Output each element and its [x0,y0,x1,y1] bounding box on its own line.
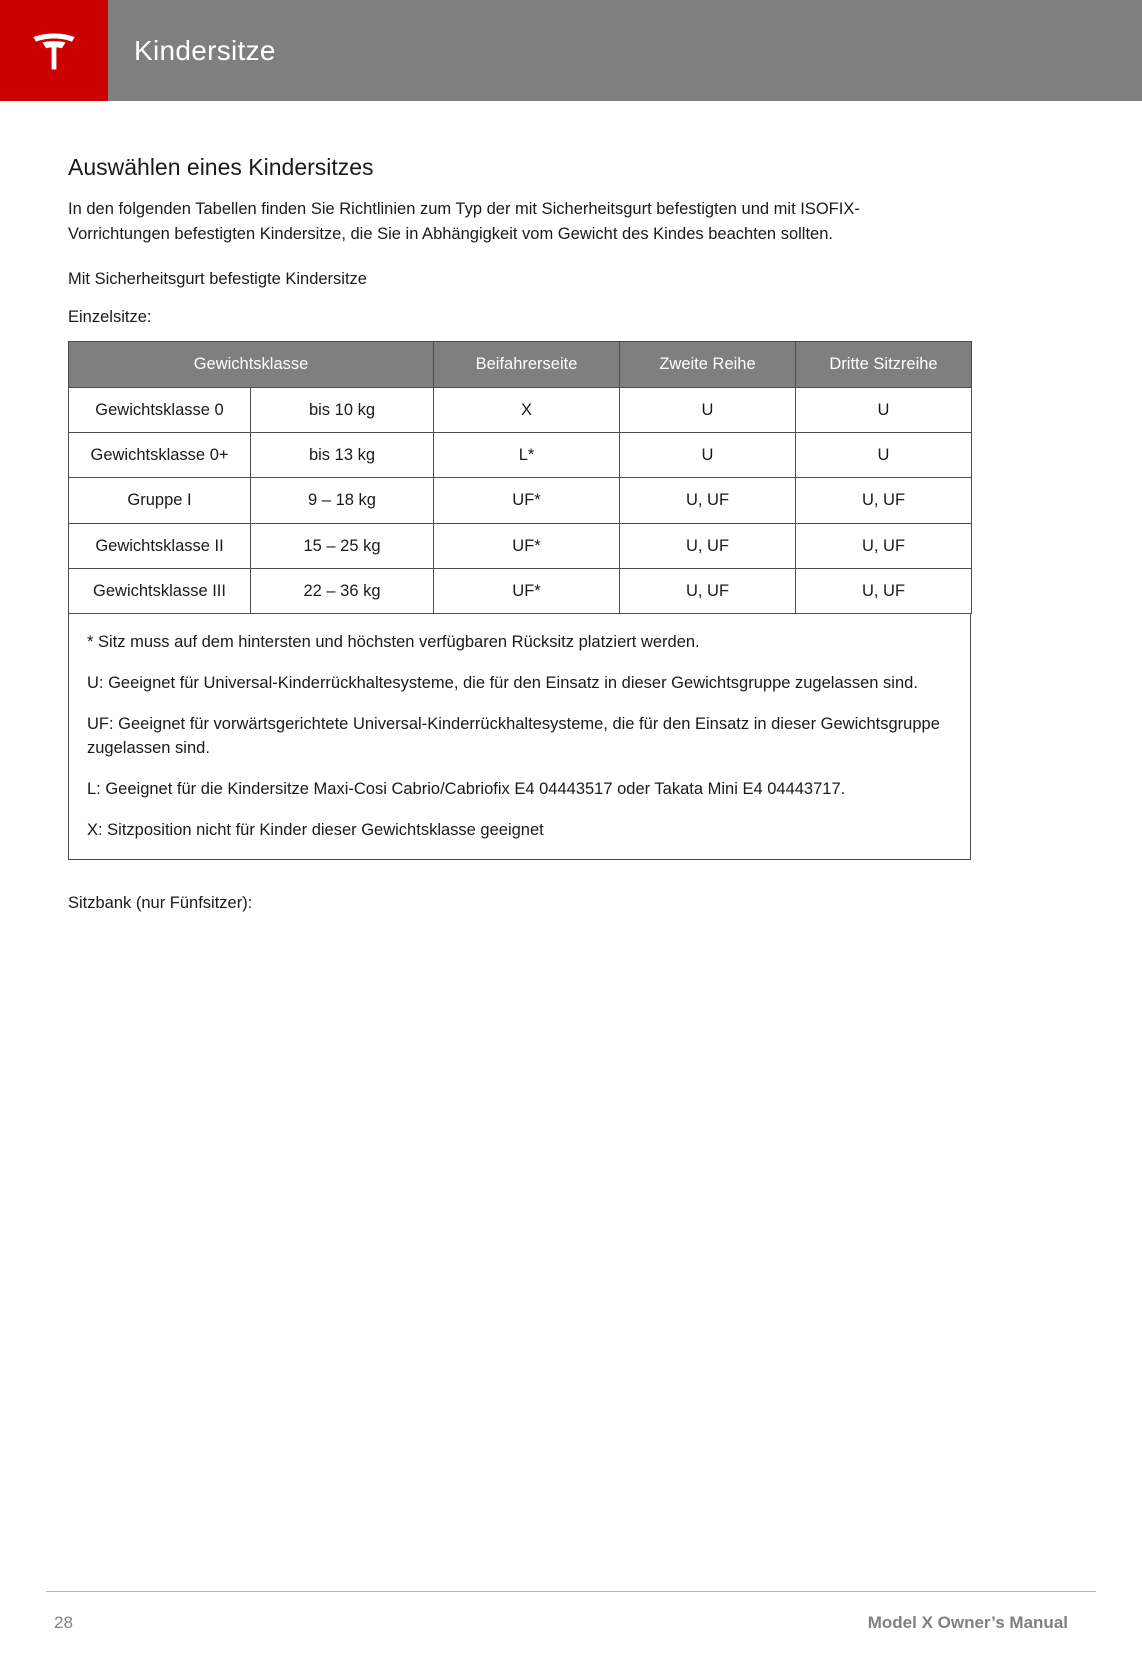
page-title: Kindersitze [134,34,276,66]
table-header-cell: Beifahrerseite [434,341,620,387]
table-cell: U [796,433,972,478]
page-number: 28 [54,1613,73,1632]
table-cell: L* [434,433,620,478]
table-cell: UF* [434,478,620,523]
table-header-row [69,341,972,387]
table-legend [68,614,971,860]
table-row [69,568,972,613]
table-cell: U, UF [796,568,972,613]
table-cell: U, UF [620,568,796,613]
table-header-cell: Gewichtsklasse [69,341,434,387]
page-content [0,154,1142,913]
table-cell: U, UF [796,478,972,523]
table-cell: U, UF [620,478,796,523]
table-cell: 9 – 18 kg [251,478,434,523]
table-cell: bis 10 kg [251,387,434,432]
table-cell: 15 – 25 kg [251,523,434,568]
section-title: Auswählen eines Kindersitzes [68,154,374,180]
legend-note: L: Geeignet für die Kindersitze Maxi-Cosi Cabrio/Cabriofix E4 04443517 oder Takata Mini E4 04443717. [87,780,846,799]
legend-note: UF: Geeignet für vorwärtsgerichtete Universal-Kinderrückhaltesysteme, die für den Einsatz in dieser Gewichtsgruppe zugelassen sind. [87,714,940,758]
table-cell: U, UF [620,523,796,568]
table-cell: Gewichtsklasse 0+ [69,433,251,478]
child-seat-table [68,341,972,614]
table-cell: bis 13 kg [251,433,434,478]
legend-note: * Sitz muss auf dem hintersten und höchsten verfügbaren Rücksitz platziert werden. [87,633,700,652]
manual-title: Model X Owner’s Manual [867,1613,1068,1632]
table-header-cell: Dritte Sitzreihe [796,341,972,387]
tesla-logo [0,0,108,101]
table-cell: X [434,387,620,432]
sub-line: Einzelsitze: [68,307,152,326]
table-cell: Gewichtsklasse II [69,523,251,568]
table-cell: 22 – 36 kg [251,568,434,613]
table-cell: U, UF [796,523,972,568]
table-cell: UF* [434,568,620,613]
table-cell: U [620,433,796,478]
legend-note: U: Geeignet für Universal-Kinderrückhaltesysteme, die für den Einsatz in dieser Gewichtsgruppe zugelassen sind. [87,673,918,692]
table-cell: UF* [434,523,620,568]
table-row [69,387,972,432]
table-row [69,478,972,523]
table-cell: U [796,387,972,432]
lead-line: Mit Sicherheitsgurt befestigte Kindersitze [68,270,367,289]
table-cell: U [620,387,796,432]
table-row [69,433,972,478]
page-header [0,0,1142,101]
table-cell: Gewichtsklasse III [69,568,251,613]
page-footer [46,1591,1096,1654]
legend-note: X: Sitzposition nicht für Kinder dieser Gewichtsklasse geeignet [87,820,544,839]
table-cell: Gruppe I [69,478,251,523]
table-header-cell: Zweite Reihe [620,341,796,387]
table-cell: Gewichtsklasse 0 [69,387,251,432]
after-table-line: Sitzbank (nur Fünfsitzer): [68,893,253,912]
intro-paragraph: In den folgenden Tabellen finden Sie Richtlinien zum Typ der mit Sicherheitsgurt befestigten und mit ISOFIX-Vorrichtungen befestigten Kindersitze, die Sie in Abhängigkeit vom Gewicht des Kindes beachten sollten. [68,200,860,244]
table-row [69,523,972,568]
